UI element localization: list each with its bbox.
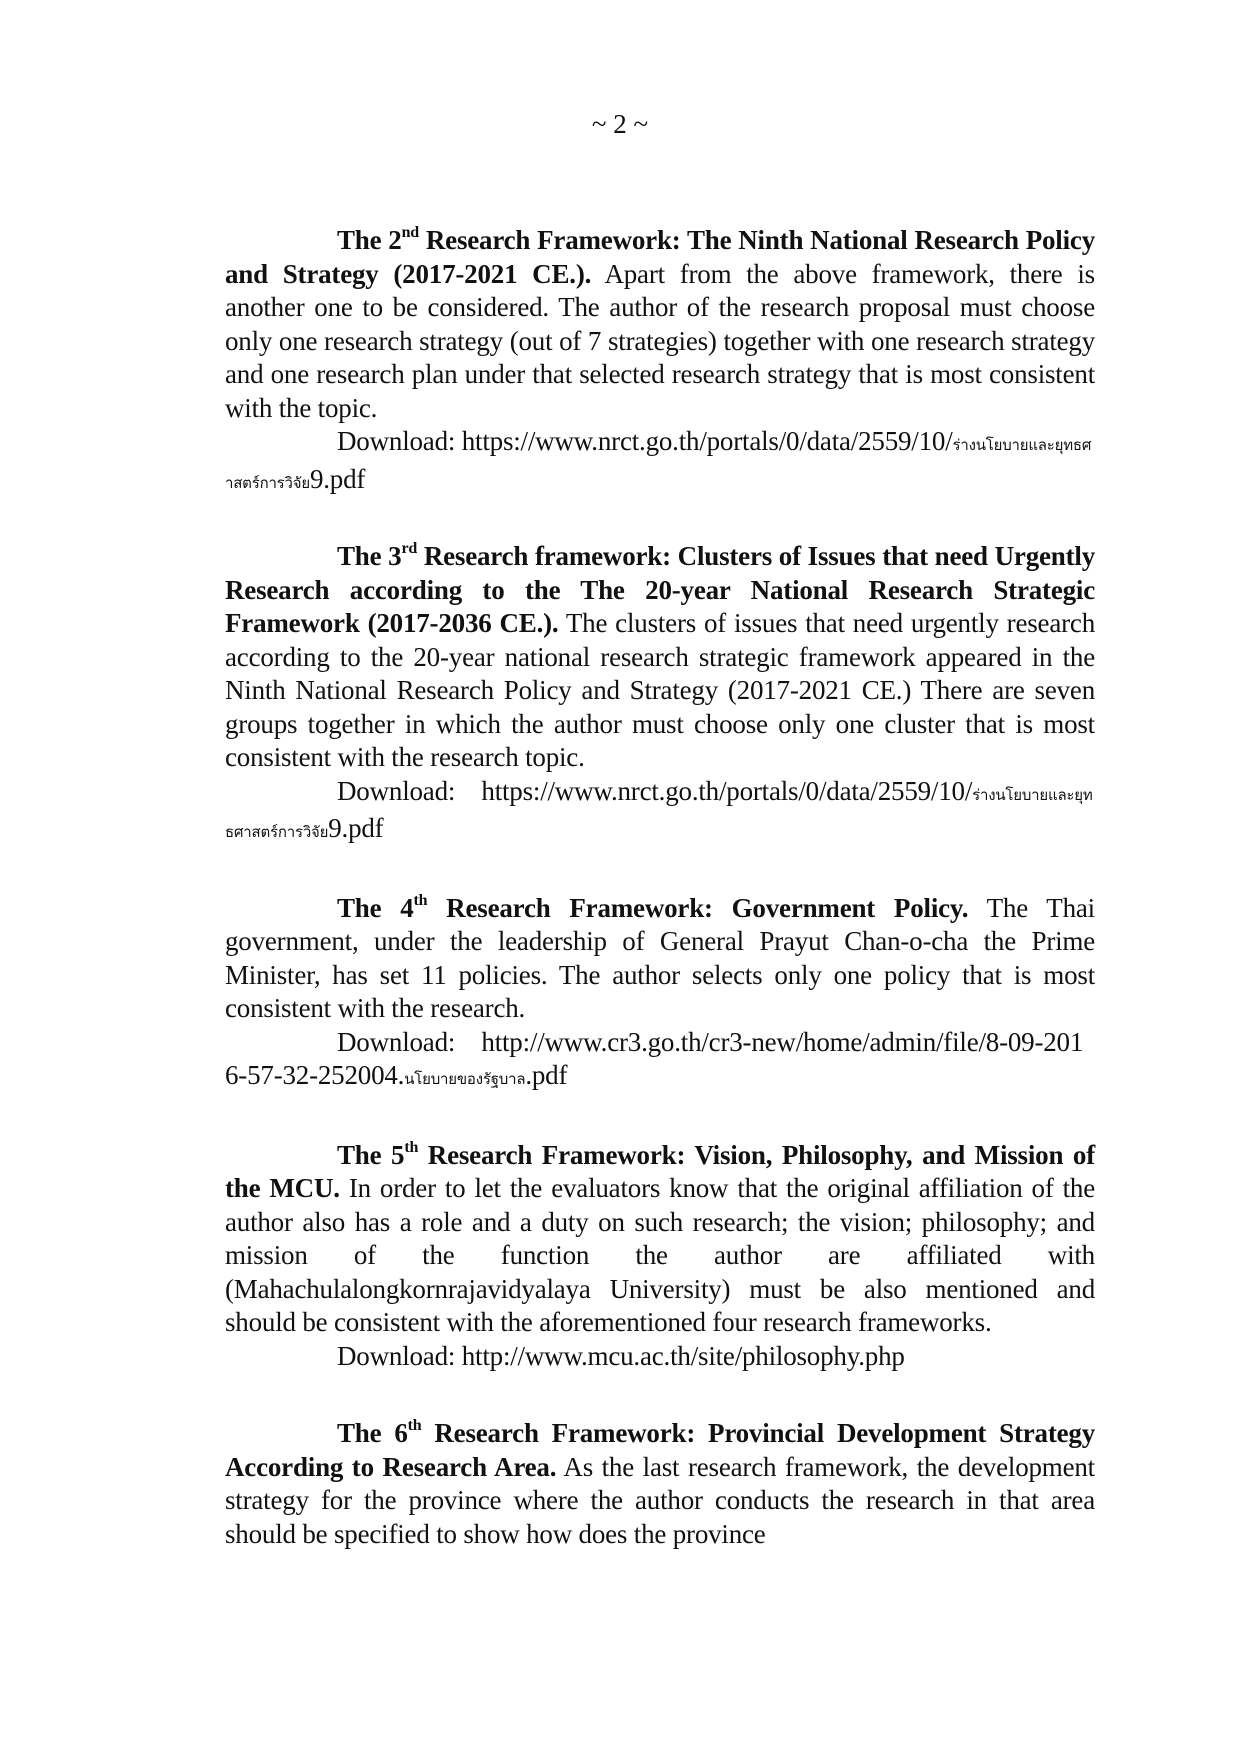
section-framework-3: [225, 540, 1095, 850]
section-spacer: [225, 1373, 1095, 1417]
url-part: https://www.nrct.go.th/portals/0/data/2559/10/: [461, 426, 953, 456]
framework-4-download: [225, 1026, 1095, 1097]
heading-ordinal: rd: [401, 540, 418, 557]
framework-3-download: [225, 775, 1095, 850]
heading-ordinal: th: [404, 1138, 419, 1156]
heading-title: Research Framework: Vision, Philosophy, and Mission of the MCU.: [225, 1139, 1095, 1203]
framework-2-download: [225, 425, 1095, 500]
heading-ordinal: th: [413, 891, 428, 909]
section-framework-5: [225, 1139, 1095, 1374]
framework-5-download: [225, 1340, 1095, 1374]
framework-3-paragraph: [225, 540, 1095, 775]
url-part: http://www.cr3.go.th/cr3-new/home/admin/file/8-09-2016-57-32-252004.: [225, 1026, 1084, 1090]
document-body: [225, 224, 1095, 1551]
heading-title: Research framework: Clusters of Issues that need Urgently Research according to the The 20-year National Research Strategic Framework (2017-2036 CE.).: [225, 541, 1095, 638]
heading-title: Research Framework: Government Policy.: [427, 892, 969, 923]
heading-prefix: The 5: [337, 1139, 405, 1170]
framework-6-body: As the last research framework, the development strategy for the province where the author conducts the research in that area should be specified to show how does the province: [225, 1451, 1095, 1549]
heading-ordinal: th: [407, 1417, 422, 1434]
url-suffix: 9.pdf: [309, 463, 366, 494]
framework-2-body: Apart from the above framework, there is another one to be considered. The author of the research proposal must choose only one research strategy (out of 7 strategies) together with one research strategy and one research plan under that selected research strategy that is most consistent with the topic.: [225, 258, 1095, 423]
section-spacer: [225, 850, 1095, 892]
framework-3-body: The clusters of issues that need urgently research according to the 20-year national research strategic framework appeared in the Ninth National Research Policy and Strategy (2017-2021 CE.) There are seven groups together in which the author must choose only one cluster that is most consistent with the research topic.: [225, 608, 1096, 772]
url-thai-part: ร่างนโยบายและยุทธศาสตร์การวิจัย: [225, 785, 1093, 841]
download-label: Download:: [337, 1026, 456, 1057]
page-number: ~ 2 ~: [591, 109, 649, 139]
url-thai-part: นโยบายของรัฐบาล: [404, 1070, 526, 1088]
heading-prefix: The 3: [337, 541, 402, 571]
heading-ordinal: nd: [401, 224, 419, 241]
heading-title: Research Framework: Provincial Development Strategy According to Research Area.: [225, 1418, 1096, 1482]
url-suffix: 9.pdf: [328, 813, 384, 843]
framework-4-heading: [337, 893, 968, 923]
section-framework-4: [225, 892, 1095, 1097]
heading-prefix: The 6: [337, 1418, 408, 1448]
framework-5-download-link[interactable]: [462, 1341, 905, 1371]
framework-4-paragraph: [225, 892, 1095, 1026]
url-part: http://www.mcu.ac.th/site/philosophy.php: [461, 1340, 905, 1371]
section-spacer: [225, 500, 1095, 540]
download-label: Download:: [337, 1340, 456, 1371]
framework-2-paragraph: [225, 224, 1095, 425]
download-label: Download:: [337, 426, 456, 456]
section-framework-6: [225, 1417, 1095, 1551]
url-suffix: .pdf: [525, 1060, 568, 1090]
heading-title: Research Framework: The Ninth National Research Policy and Strategy (2017-2021 CE.).: [225, 225, 1095, 289]
section-spacer: [225, 1097, 1095, 1139]
section-framework-2: [225, 224, 1095, 500]
heading-prefix: The 4: [337, 892, 414, 923]
url-thai-part: ร่างนโยบายและยุทธศาสตร์การวิจัย: [225, 436, 1092, 492]
framework-4-body: The Thai government, under the leadership of General Prayut Chan-o-cha the Prime Minister, has set 11 policies. The author selects only one policy that is most consistent with the research.: [225, 892, 1095, 1023]
framework-6-paragraph: [225, 1417, 1095, 1551]
heading-prefix: The 2: [337, 225, 402, 255]
download-label: Download:: [337, 775, 456, 806]
framework-5-body: In order to let the evaluators know that the original affiliation of the author also has a role and a duty on such research; the vision; philosophy; and mission of the function the author are affiliated with (Mahachulalongkornrajavidyalaya University) must be also mentioned and should be consistent with the aforementioned four research frameworks.: [225, 1173, 1096, 1337]
framework-5-paragraph: [225, 1139, 1095, 1340]
url-part: https://www.nrct.go.th/portals/0/data/2559/10/: [481, 775, 973, 806]
